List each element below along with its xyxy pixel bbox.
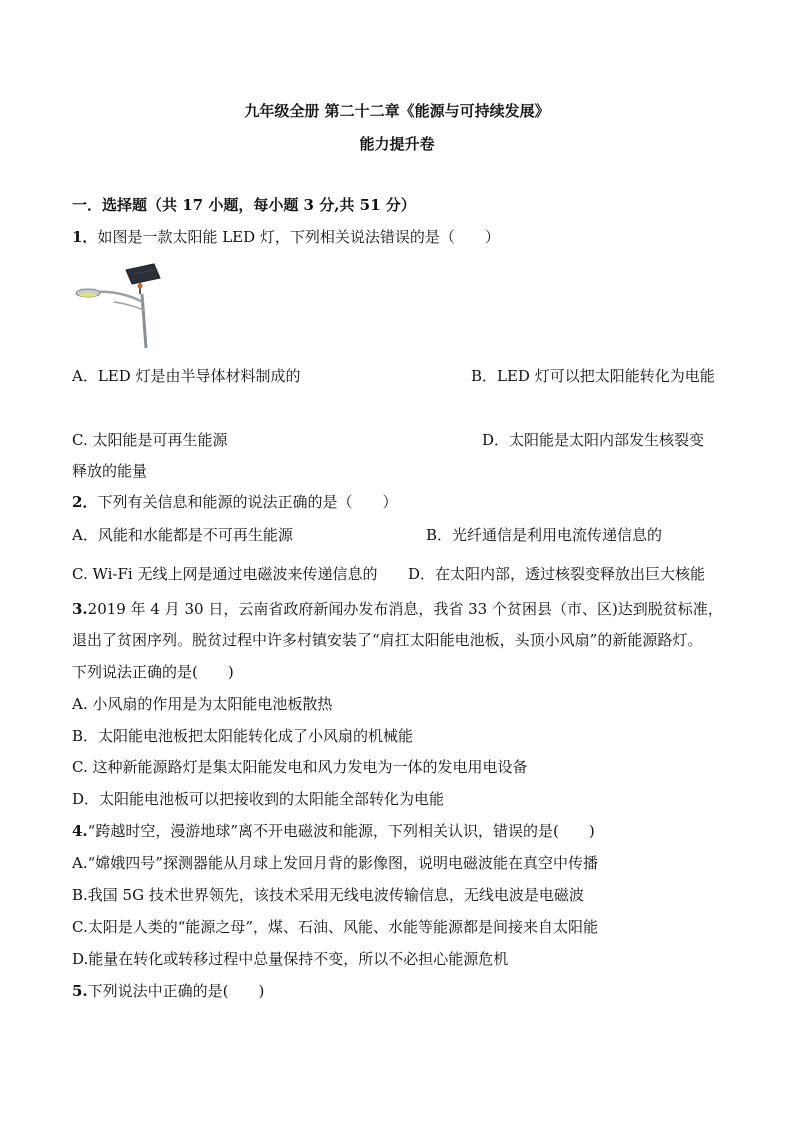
question-5 — [72, 981, 264, 1001]
question-number: 3. — [72, 600, 88, 618]
q1-option-b: B．LED 灯可以把太阳能转化为电能 — [471, 367, 715, 385]
q3-option-a: A. 小风扇的作用是为太阳能电池板散热 — [72, 695, 333, 713]
q3-option-b: B．太阳能电池板把太阳能转化成了小风扇的机械能 — [72, 727, 414, 745]
q1-option-d: D．太阳能是太阳内部发生核裂变 — [482, 431, 705, 449]
question-number: 1． — [72, 228, 98, 246]
q3-option-d: D．太阳能电池板可以把接收到的太阳能全部转化为电能 — [72, 790, 445, 808]
q1-option-c: C. 太阳能是可再生能源 — [72, 431, 228, 449]
q2-option-a: A．风能和水能都是不可再生能源 — [72, 526, 293, 544]
question-2 — [72, 492, 397, 512]
solar-street-lamp-illustration — [74, 262, 164, 350]
question-3-stem-line-3: 下列说法正确的是( ) — [72, 663, 234, 681]
q1-option-d-continued: 释放的能量 — [72, 462, 148, 480]
question-number: 5. — [72, 982, 88, 1000]
question-1 — [72, 227, 500, 247]
page-subtitle: 能力提升卷 — [359, 135, 435, 153]
q4-option-d: D.能量在转化或转移过程中总量保持不变，所以不必担心能源危机 — [72, 950, 509, 968]
question-stem: “跨越时空，漫游地球”离不开电磁波和能源，下列相关认识，错误的是( ) — [87, 822, 595, 840]
question-stem: 下列有关信息和能源的说法正确的是（ ） — [97, 493, 398, 511]
page-title: 九年级全册 第二十二章《能源与可持续发展》 — [244, 102, 550, 120]
q1-option-a: A．LED 灯是由半导体材料制成的 — [72, 367, 301, 385]
question-number: 2． — [72, 493, 98, 511]
question-3-stem-line-2: 退出了贫困序列。脱贫过程中许多村镇安装了“肩扛太阳能电池板，头顶小风扇”的新能源路灯。 — [72, 631, 703, 649]
q3-option-c: C. 这种新能源路灯是集太阳能发电和风力发电为一体的发电用电设备 — [72, 758, 528, 776]
q4-option-b: B.我国 5G 技术世界领先，该技术采用无线电波传输信息，无线电波是电磁波 — [72, 886, 584, 904]
question-stem: 2019 年 4 月 30 日，云南省政府新闻办发布消息，我省 33 个贫困县（市、区)达到脱贫标准， — [87, 600, 723, 618]
question-4 — [72, 821, 595, 841]
q2-option-b: B．光纤通信是利用电流传递信息的 — [426, 526, 663, 544]
question-stem: 下列说法中正确的是( ) — [87, 982, 265, 1000]
q2-option-c: C. Wi-Fi 无线上网是通过电磁波来传递信息的 — [72, 565, 378, 583]
q4-option-c: C.太阳是人类的“能源之母”，煤、石油、风能、水能等能源都是间接来自太阳能 — [72, 918, 599, 936]
q2-option-d: D．在太阳内部，透过核裂变释放出巨大核能 — [408, 565, 706, 583]
q4-option-a: A.“嫦娥四号”探测器能从月球上发回月背的影像图，说明电磁波能在真空中传播 — [72, 854, 598, 872]
question-3 — [72, 599, 723, 619]
question-stem: 如图是一款太阳能 LED 灯，下列相关说法错误的是（ ） — [97, 228, 500, 246]
section-heading: 一．选择题（共 17 小题，每小题 3 分,共 51 分） — [72, 196, 416, 214]
question-number: 4. — [72, 822, 88, 840]
